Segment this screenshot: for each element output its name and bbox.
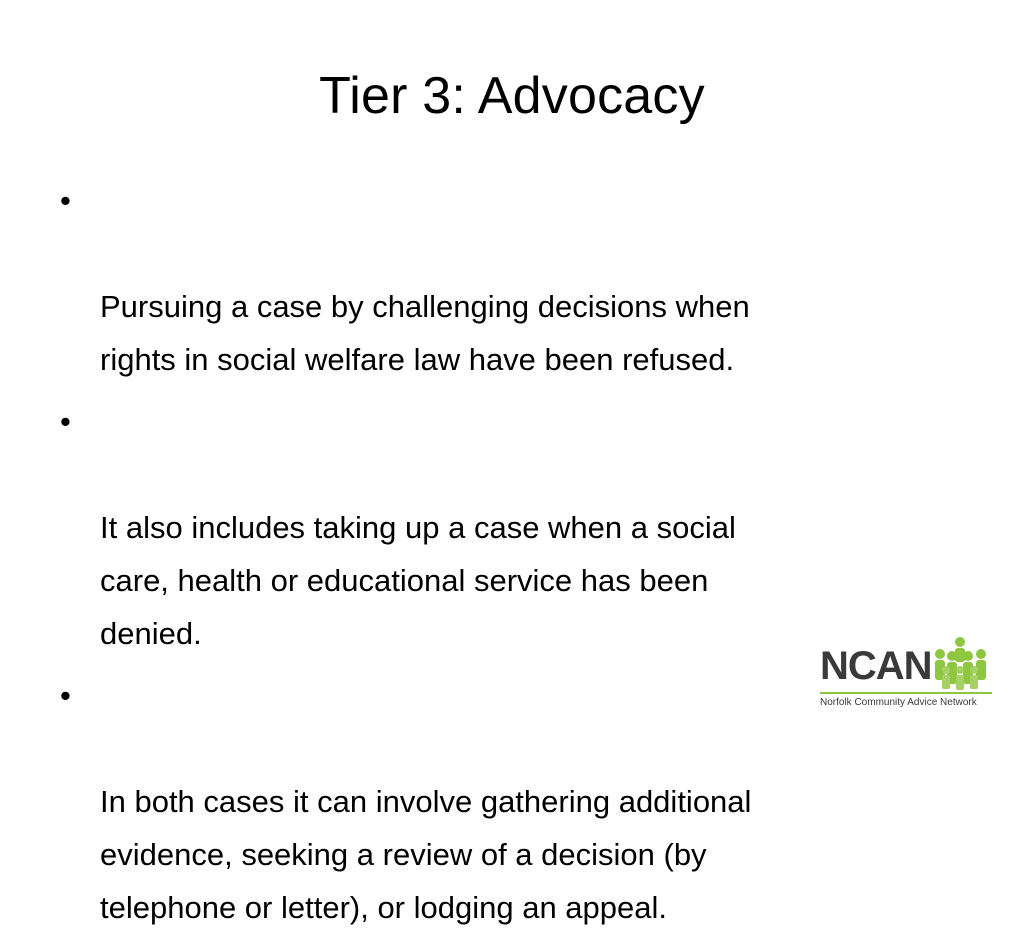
ncan-logo [816,636,996,716]
bullet-text: Pursuing a case by challenging decisions when rights in social welfare law have been refused. [100,289,750,377]
people-group-icon [930,636,992,692]
bullet-item [52,395,952,660]
bullet-text: In both cases it can involve gathering additional evidence, seeking a review of a decision (by telephone or letter), or lodging an appeal. [100,784,752,925]
logo-underline [820,692,992,694]
slide-title: Tier 3: Advocacy [319,67,705,125]
bullet-list [52,174,952,943]
logo-subtitle: Norfolk Community Advice Network [820,697,977,708]
bullet-marker: • [60,183,71,218]
bullet-text: It also includes taking up a case when a social care, health or educational service has been denied. [100,510,736,651]
logo-name: NCAN [820,644,932,688]
bullet-marker: • [60,678,71,713]
bullet-marker: • [60,404,71,439]
bullet-item [52,174,952,386]
